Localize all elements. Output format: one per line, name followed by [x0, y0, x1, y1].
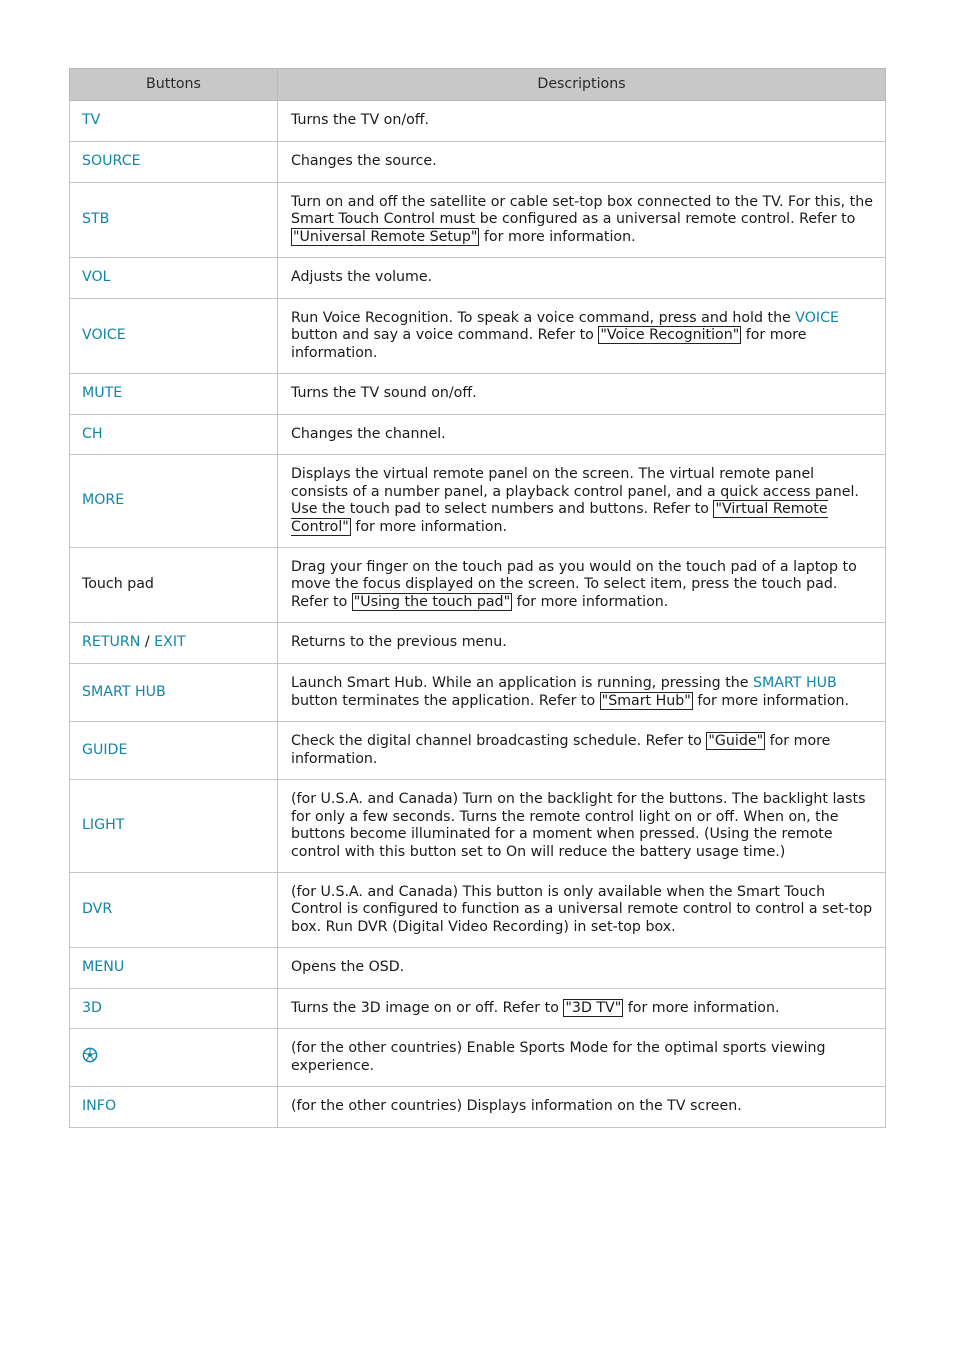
button-name-dvr: DVR: [70, 873, 278, 948]
button-name-more: MORE: [70, 455, 278, 548]
table-row-vol: [70, 258, 886, 299]
table-row-guide: [70, 722, 886, 780]
button-name-smart-hub: SMART HUB: [70, 664, 278, 722]
table-row-dvr: [70, 873, 886, 948]
link-smart-hub[interactable]: "Smart Hub": [601, 692, 691, 709]
description-smart-hub: Launch Smart Hub. While an application is running, pressing the SMART HUB button terminates the application. Refer to "Smart Hub" for more information.: [278, 664, 886, 722]
description-tv: Turns the TV on/off.: [278, 101, 886, 142]
button-name-sports: [70, 1029, 278, 1087]
button-name-guide: GUIDE: [70, 722, 278, 780]
description-info: (for the other countries) Displays information on the TV screen.: [278, 1087, 886, 1128]
keyword-voice: VOICE: [795, 309, 839, 326]
table-row-sports: [70, 1029, 886, 1087]
button-name-source: SOURCE: [70, 142, 278, 183]
description-sports: (for the other countries) Enable Sports Mode for the optimal sports viewing experience.: [278, 1029, 886, 1087]
description-3d: Turns the 3D image on or off. Refer to "3D TV" for more information.: [278, 989, 886, 1029]
keyword-smart-hub: SMART HUB: [753, 675, 837, 691]
description-stb: Turn on and off the satellite or cable set-top box connected to the TV. For this, the Smart Touch Control must be configured as a universal remote control. Refer to "Universal Remote Setup" for more information.: [278, 183, 886, 258]
button-name-3d: 3D: [70, 989, 278, 1029]
link-universal-remote-setup[interactable]: "Universal Remote Setup": [293, 228, 478, 245]
table-row-3d: [70, 989, 886, 1029]
description-more: Displays the virtual remote panel on the screen. The virtual remote panel consists of a number panel, a playback control panel, and a quick access panel. Use the touch pad to select numbers and buttons. Refer to "Virtual Remote Control" for more information.: [278, 455, 886, 548]
link-virtual-remote-control[interactable]: "Virtual Remote Control": [291, 501, 828, 535]
soccer-ball-icon: [82, 1047, 98, 1069]
table-header-row: [70, 69, 886, 101]
button-name-light: LIGHT: [70, 780, 278, 873]
table-row-light: [70, 780, 886, 873]
table-row-stb: [70, 183, 886, 258]
button-name-menu: MENU: [70, 948, 278, 989]
description-ch: Changes the channel.: [278, 415, 886, 455]
button-name-touch-pad: Touch pad: [70, 548, 278, 623]
table-row-ch: [70, 415, 886, 455]
table-row-return-exit: [70, 623, 886, 664]
table-row-source: [70, 142, 886, 183]
button-name-ch: CH: [70, 415, 278, 455]
description-source: Changes the source.: [278, 142, 886, 183]
table-row-mute: [70, 374, 886, 415]
button-name-vol: VOL: [70, 258, 278, 299]
table-row-smart-hub: [70, 664, 886, 722]
header-descriptions: Descriptions: [278, 69, 886, 101]
description-voice: Run Voice Recognition. To speak a voice command, press and hold the VOICE button and say a voice command. Refer to "Voice Recognition" for more information.: [278, 299, 886, 374]
table-row-info: [70, 1087, 886, 1128]
button-name-tv: TV: [70, 101, 278, 142]
description-mute: Turns the TV sound on/off.: [278, 374, 886, 415]
table-row-more: [70, 455, 886, 548]
link-3d-tv[interactable]: "3D TV": [565, 999, 622, 1016]
description-guide: Check the digital channel broadcasting schedule. Refer to "Guide" for more information.: [278, 722, 886, 780]
button-name-info: INFO: [70, 1087, 278, 1128]
description-touch-pad: Drag your finger on the touch pad as you would on the touch pad of a laptop to move the focus displayed on the screen. To select item, press the touch pad. Refer to "Using the touch pad" for more information.: [278, 548, 886, 623]
header-buttons: Buttons: [70, 69, 278, 101]
button-name-mute: MUTE: [70, 374, 278, 415]
buttons-table: [69, 68, 886, 1128]
table-row-touch-pad: [70, 548, 886, 623]
description-menu: Opens the OSD.: [278, 948, 886, 989]
link-using-the-touch-pad[interactable]: "Using the touch pad": [353, 593, 511, 610]
description-dvr: (for U.S.A. and Canada) This button is only available when the Smart Touch Control is configured to function as a universal remote control to control a set-top box. Run DVR (Digital Video Recording) in set-top box.: [278, 873, 886, 948]
button-name-voice: VOICE: [70, 299, 278, 374]
button-name-stb: STB: [70, 183, 278, 258]
button-name-return-exit: RETURN / EXIT: [70, 623, 278, 664]
description-light: (for U.S.A. and Canada) Turn on the backlight for the buttons. The backlight lasts for only a few seconds. Turns the remote control light on or off. When on, the buttons become illuminated for a moment when pressed. (Using the remote control with this button set to On will reduce the battery usage time.): [278, 780, 886, 873]
table-row-voice: [70, 299, 886, 374]
table-row-tv: [70, 101, 886, 142]
description-return-exit: Returns to the previous menu.: [278, 623, 886, 664]
link-guide[interactable]: "Guide": [708, 733, 764, 749]
link-voice-recognition[interactable]: "Voice Recognition": [600, 327, 740, 344]
table-row-menu: [70, 948, 886, 989]
description-vol: Adjusts the volume.: [278, 258, 886, 299]
